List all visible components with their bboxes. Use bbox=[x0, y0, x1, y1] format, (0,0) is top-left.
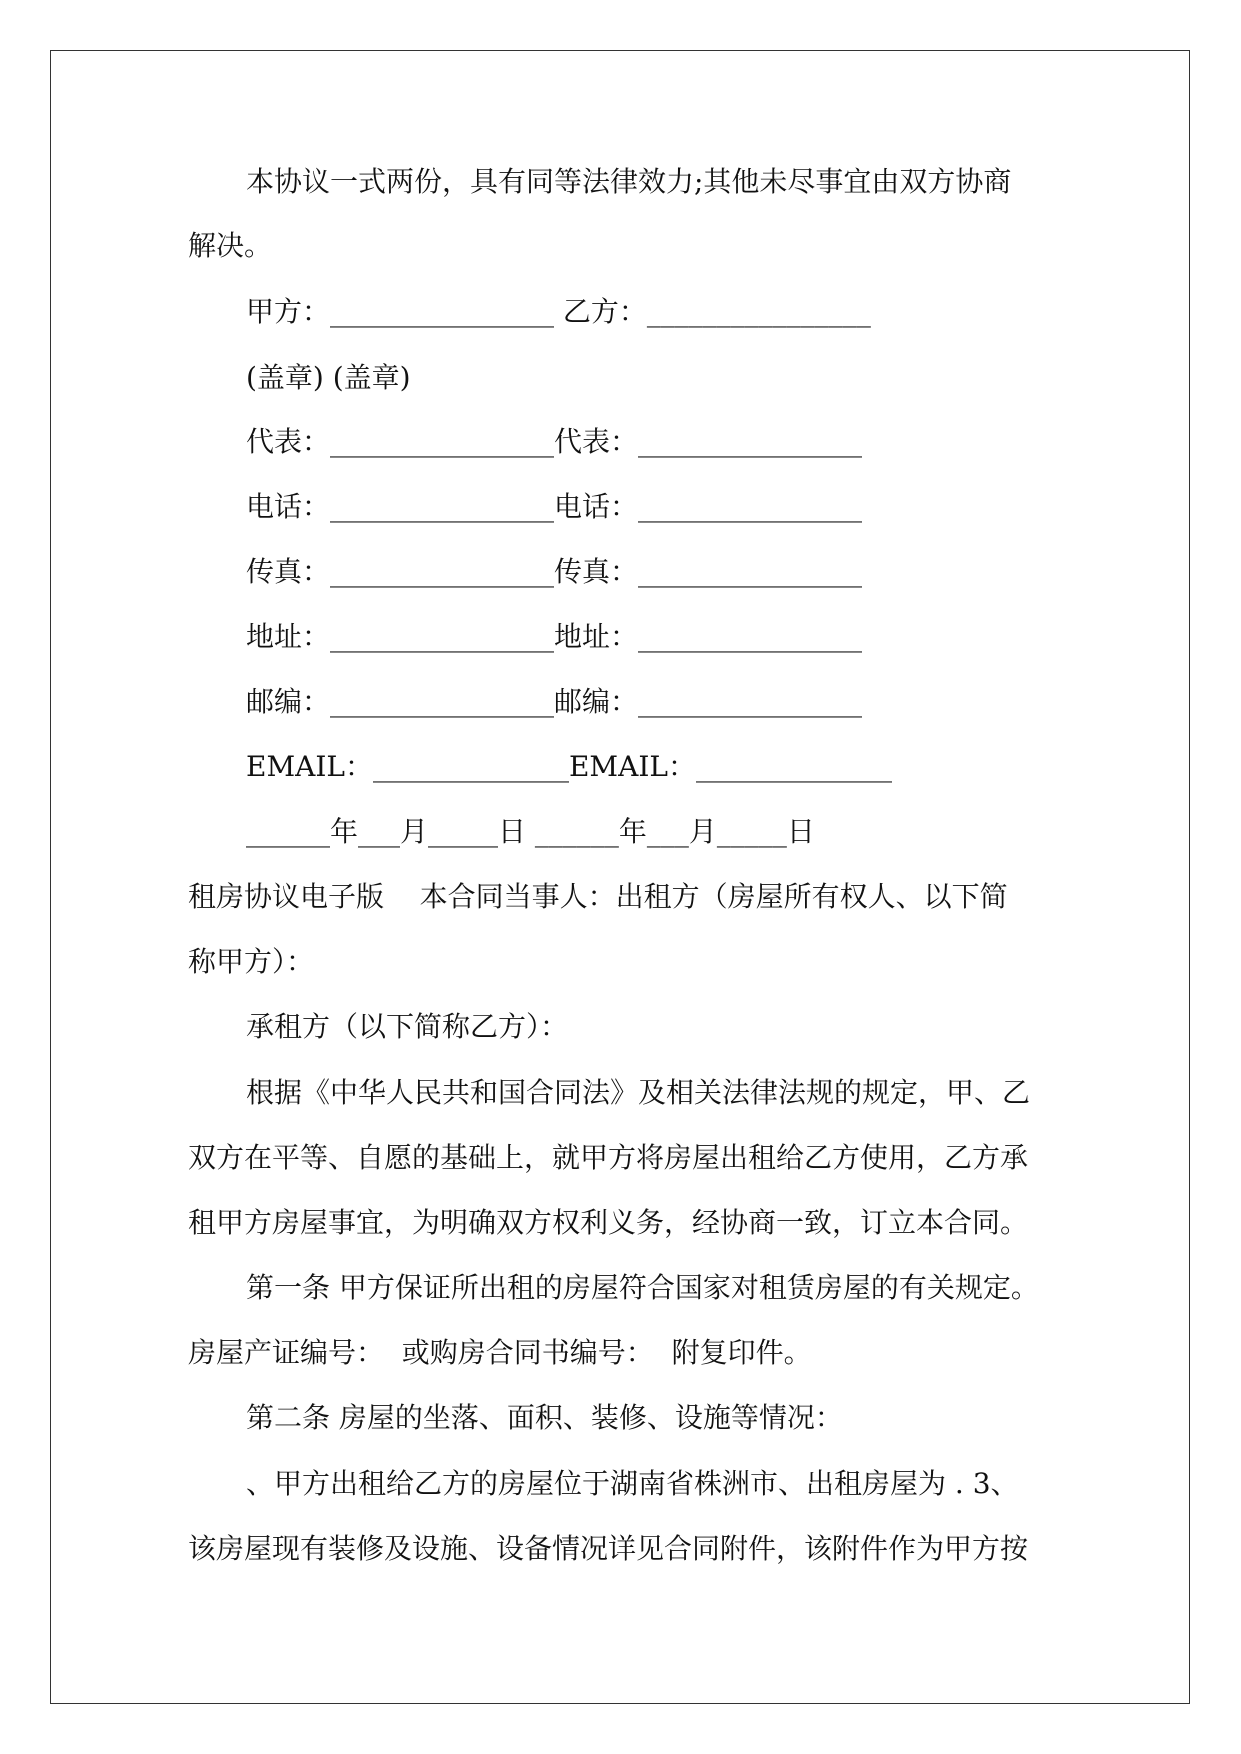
signature-party-line: 甲方：________________ 乙方：________________ bbox=[246, 295, 871, 328]
address-line: 地址：________________地址：________________ bbox=[246, 620, 863, 653]
seal-line: (盖章) (盖章) bbox=[246, 361, 411, 394]
email-line: EMAIL：______________EMAIL：______________ bbox=[246, 750, 892, 783]
paragraph-line: 双方在平等、自愿的基础上，就甲方将房屋出租给乙方使用，乙方承 bbox=[188, 1141, 1029, 1174]
paragraph-line: 租甲方房屋事宜，为明确双方权利义务，经协商一致，订立本合同。 bbox=[188, 1206, 1029, 1239]
article-two-line: 第二条 房屋的坐落、面积、装修、设施等情况： bbox=[246, 1401, 843, 1434]
article-one-line: 第一条 甲方保证所出租的房屋符合国家对租赁房屋的有关规定。 bbox=[246, 1271, 1039, 1304]
paragraph-line: 解决。 bbox=[188, 229, 273, 262]
date-line: ______年___月_____日 ______年___月_____日 bbox=[246, 815, 815, 848]
paragraph-line: 租房协议电子版 本合同当事人：出租方（房屋所有权人、以下简 bbox=[188, 880, 1008, 913]
paragraph-line: 称甲方）： bbox=[188, 945, 315, 978]
paragraph-line: 根据《中华人民共和国合同法》及相关法律法规的规定，甲、乙 bbox=[246, 1076, 1031, 1109]
paragraph-line: 该房屋现有装修及设施、设备情况详见合同附件，该附件作为甲方按 bbox=[188, 1532, 1029, 1565]
representative-line: 代表：________________代表：________________ bbox=[246, 425, 863, 458]
postcode-line: 邮编：________________邮编：________________ bbox=[246, 685, 863, 718]
phone-line: 电话：________________电话：________________ bbox=[246, 490, 863, 523]
fax-line: 传真：________________传真：________________ bbox=[246, 555, 863, 588]
paragraph-line: 、甲方出租给乙方的房屋位于湖南省株洲市、出租房屋为 . 3、 bbox=[246, 1467, 1019, 1500]
paragraph-line: 本协议一式两份，具有同等法律效力;其他未尽事宜由双方协商 bbox=[246, 165, 1012, 198]
paragraph-line: 房屋产证编号： 或购房合同书编号： 附复印件。 bbox=[188, 1336, 812, 1369]
paragraph-line: 承租方（以下简称乙方）： bbox=[246, 1010, 569, 1043]
